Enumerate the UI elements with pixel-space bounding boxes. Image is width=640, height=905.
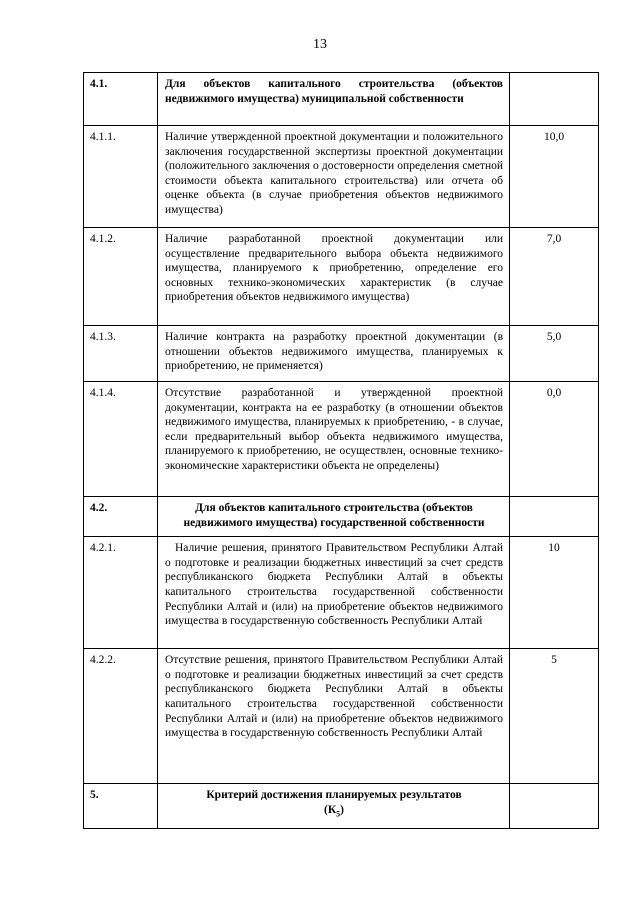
row-criterion-text: Критерий достижения планируемых результатов — [206, 789, 462, 802]
row-value — [510, 73, 599, 126]
table-row — [84, 382, 599, 497]
row-value — [510, 497, 599, 537]
row-value: 10,0 — [510, 126, 599, 228]
table-row — [84, 649, 599, 784]
table-row — [84, 497, 599, 537]
row-number: 4.1.4. — [84, 382, 158, 497]
row-criterion-cell — [158, 784, 510, 828]
row-number: 4.1.1. — [84, 126, 158, 228]
row-number: 4.2.1. — [84, 537, 158, 649]
row-criterion-text: Для объектов капитального строительства (объектов недвижимого имущества) государственной собственности — [158, 497, 510, 537]
row-criterion-text: Наличие разработанной проектной документации или осуществление предварительного выбора объекта недвижимого имущества, планируемого к приобретению, определение его основных технико-экономических характеристик (в случае приобретения объектов недвижимого имущества) — [158, 228, 510, 326]
row-number: 4.1. — [84, 73, 158, 126]
table-row — [84, 126, 599, 228]
row-value: 5 — [510, 649, 599, 784]
row-criterion-text: Для объектов капитального строительства (объектов недвижимого имущества) муниципальной собственности — [158, 73, 510, 126]
table-row — [84, 228, 599, 326]
row-criterion-text: Наличие утвержденной проектной документации и положительного заключения государственной экспертизы проектной документации (положительного заключения о достоверности определения сметной стоимости объекта капитального строительства) или отчета об оценке объекта (в случае приобретения объектов недвижимого имущества) — [158, 126, 510, 228]
page-number: 13 — [313, 37, 327, 52]
row-number: 5. — [84, 784, 158, 828]
row-criterion-text: Отсутствие разработанной и утвержденной проектной документации, контракта на ее разработку (в отношении объектов недвижимого имущества, планируемых к приобретению, - в случае, если предварительный выбор объекта недвижимого имущества, планируемого к приобретению, не осуществлен, основные технико-экономические характеристики объекта не определены) — [158, 382, 510, 497]
row-criterion-text: Наличие решения, принятого Правительством Республики Алтай о подготовке и реализации бюджетных инвестиций за счет средств республиканского бюджета Республики Алтай в объекты капитального строительства государственной собственности Республики Алтай и (или) на приобретение объектов недвижимого имущества в государственную собственность Республики Алтай — [158, 537, 510, 649]
row-value: 10 — [510, 537, 599, 649]
criteria-table — [83, 72, 599, 829]
table-row — [84, 326, 599, 382]
table-row — [84, 784, 599, 828]
criterion-symbol: $(К_5)$ — [323, 803, 344, 819]
table-row — [84, 537, 599, 649]
row-criterion-text: Отсутствие решения, принятого Правительством Республики Алтай о подготовке и реализации бюджетных инвестиций за счет средств республиканского бюджета Республики Алтай в объекты капитального строительства государственной собственности Республики Алтай и (или) на приобретение объектов недвижимого имущества в государственную собственность Республики Алтай — [158, 649, 510, 784]
row-number: 4.1.2. — [84, 228, 158, 326]
row-number: 4.2. — [84, 497, 158, 537]
criterion-subscript: 5 — [336, 809, 341, 819]
row-number: 4.1.3. — [84, 326, 158, 382]
row-value: 7,0 — [510, 228, 599, 326]
row-value — [510, 784, 599, 828]
table-row — [84, 73, 599, 126]
row-value: 5,0 — [510, 326, 599, 382]
row-value: 0,0 — [510, 382, 599, 497]
row-number: 4.2.2. — [84, 649, 158, 784]
row-criterion-text: Наличие контракта на разработку проектной документации (в отношении объектов недвижимого имущества, планируемых к приобретению, не применяется) — [158, 326, 510, 382]
